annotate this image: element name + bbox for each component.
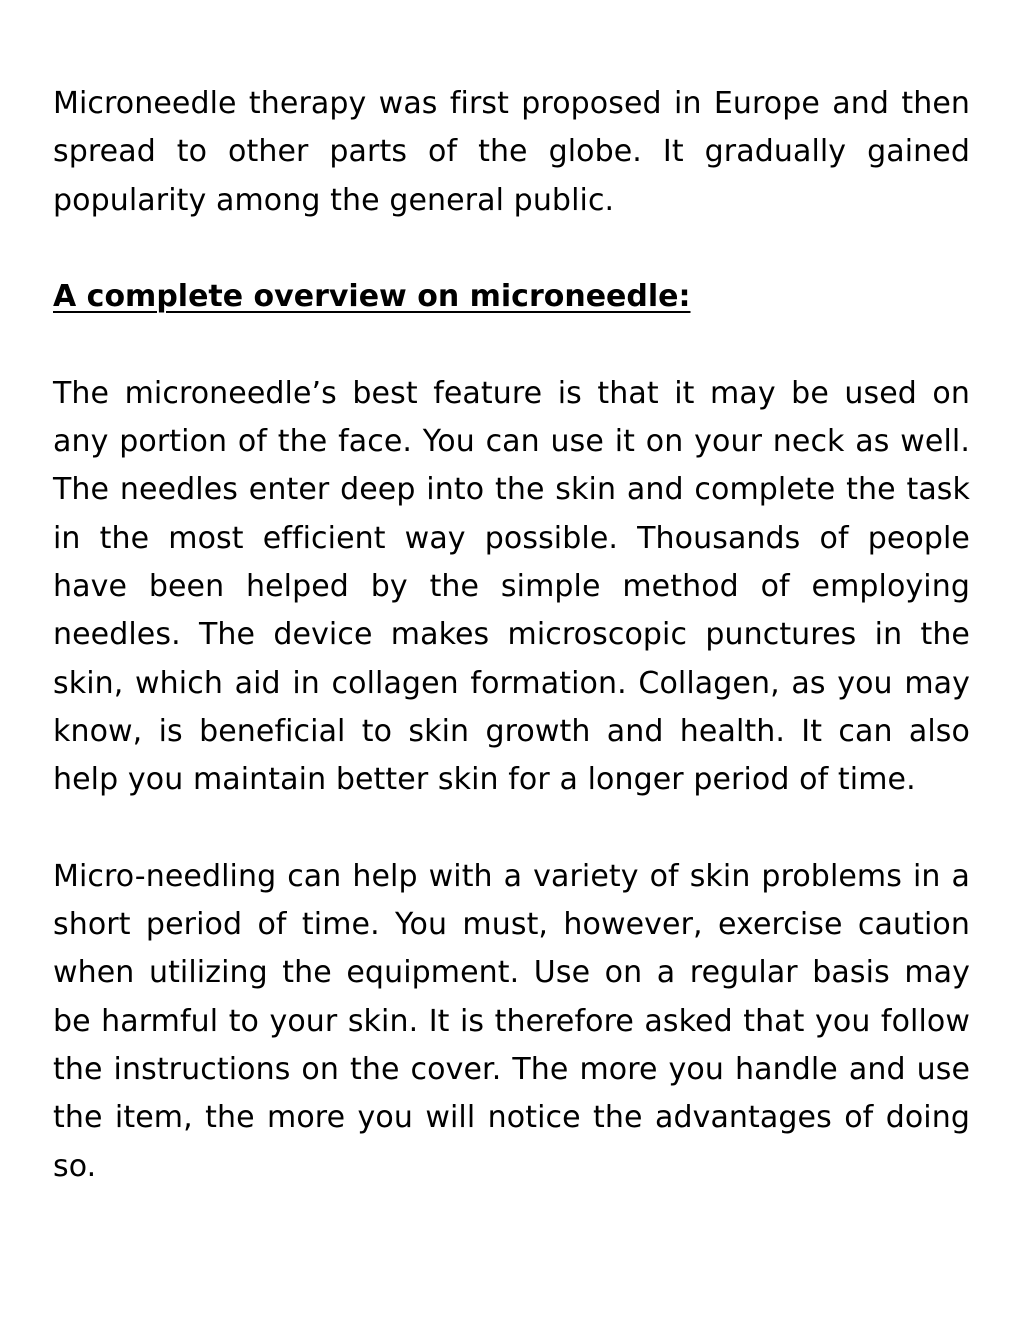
intro-paragraph: Microneedle therapy was first proposed in Europe and then spread to other parts of the globe. It gradually gained popularity among the general public. xyxy=(53,86,970,218)
paragraph-spacer xyxy=(53,804,970,852)
caution-paragraph: Micro-needling can help with a variety of skin problems in a short period of time. You must, however, exercise caution when utilizing the equipment. Use on a regular basis may be harmful to your skin. It is therefore asked that you follow the instructions on the cover. The more you handle and use the item, the more you will notice the advantages of doing so. xyxy=(53,858,970,1184)
document-body xyxy=(53,80,970,1191)
section-heading: A complete overview on microneedle: xyxy=(53,279,691,315)
overview-paragraph: The microneedle’s best feature is that it may be used on any portion of the face. You can use it on your neck as well. The needles enter deep into the skin and complete the task in the most efficient way possible. Thousands of people have been helped by the simple method of employing needles. The device makes microscopic punctures in the skin, which aid in collagen formation. Collagen, as you may know, is beneficial to skin growth and health. It can also help you maintain better skin for a longer period of time. xyxy=(53,375,970,798)
paragraph-spacer xyxy=(53,225,970,273)
paragraph-spacer xyxy=(53,321,970,369)
